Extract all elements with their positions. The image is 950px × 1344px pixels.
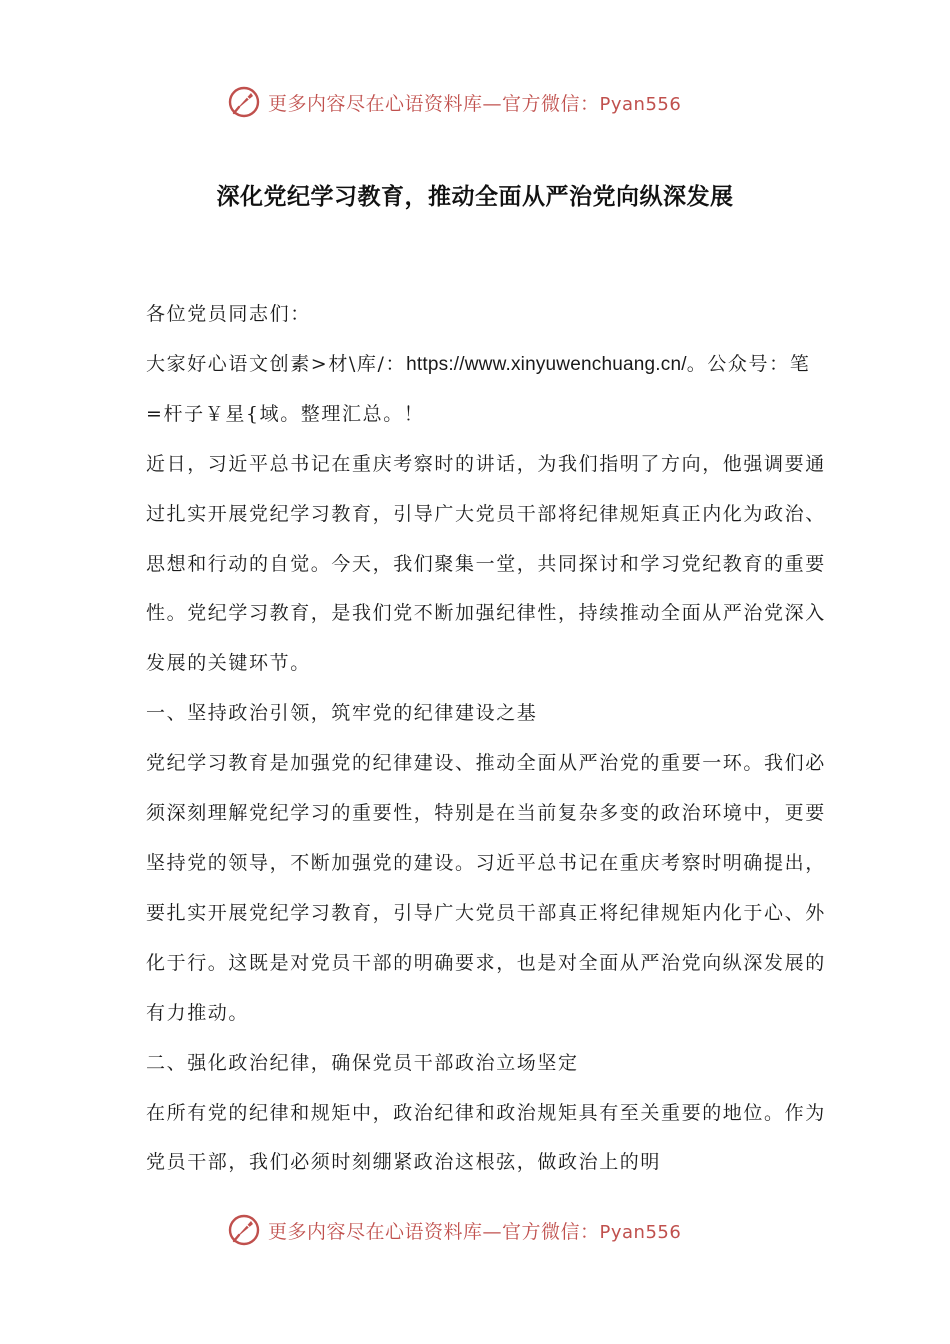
greeting: 各位党员同志们： <box>146 303 311 325</box>
footer-watermark-banner <box>226 1210 681 1250</box>
banner-text: 更多内容尽在心语资料库—官方微信：Pyan556 <box>268 92 682 115</box>
document-body <box>146 290 826 1188</box>
wechat-id: Pyan556 <box>599 1221 682 1243</box>
intro-paragraph: 近日，习近平总书记在重庆考察时的讲话，为我们指明了方向，他强调要通过扎实开展党纪学习教育，引导广大党员干部将纪律规矩真正内化为政治、思想和行动的自觉。今天，我们聚集一堂，共同探讨和学习党纪教育的重要性。党纪学习教育，是我们党不断加强纪律性，持续推动全面从严治党深入发展的关键环节。 <box>146 452 826 675</box>
section-1-paragraph: 党纪学习教育是加强党的纪律建设、推动全面从严治党的重要一环。我们必须深刻理解党纪学习的重要性，特别是在当前复杂多变的政治环境中，更要坚持党的领导，不断加强党的建设。习近平总书记在重庆考察时明确提出，要扎实开展党纪学习教育，引导广大党员干部真正将纪律规矩内化于心、外化于行。这既是对党员干部的明确要求，也是对全面从严治党向纵深发展的有力推动。 <box>146 752 826 1024</box>
website-link[interactable]: https://www.xinyuwenchuang.cn/ <box>406 353 687 375</box>
section-1-heading: 一、坚持政治引领，筑牢党的纪律建设之基 <box>146 702 538 725</box>
wechat-id: Pyan556 <box>599 93 682 115</box>
section-2-heading: 二、强化政治纪律，确保党员干部政治立场坚定 <box>146 1051 579 1074</box>
document-title: 深化党纪学习教育，推动全面从严治党向纵深发展 <box>216 184 734 210</box>
banner-text: 更多内容尽在心语资料库—官方微信：Pyan556 <box>268 1220 682 1243</box>
feather-pen-logo-icon <box>226 84 262 120</box>
notice-paragraph: 大家好心语文创素>材\库/：https://www.xinyuwenchuang.cn/。公众号：笔=杆子￥星{域。整理汇总。！ <box>146 352 811 425</box>
feather-pen-logo-icon <box>226 1212 262 1248</box>
header-watermark-banner <box>226 82 681 122</box>
section-2-paragraph: 在所有党的纪律和规矩中，政治纪律和政治规矩具有至关重要的地位。作为党员干部，我们必须时刻绷紧政治这根弦，做政治上的明 <box>146 1101 826 1174</box>
